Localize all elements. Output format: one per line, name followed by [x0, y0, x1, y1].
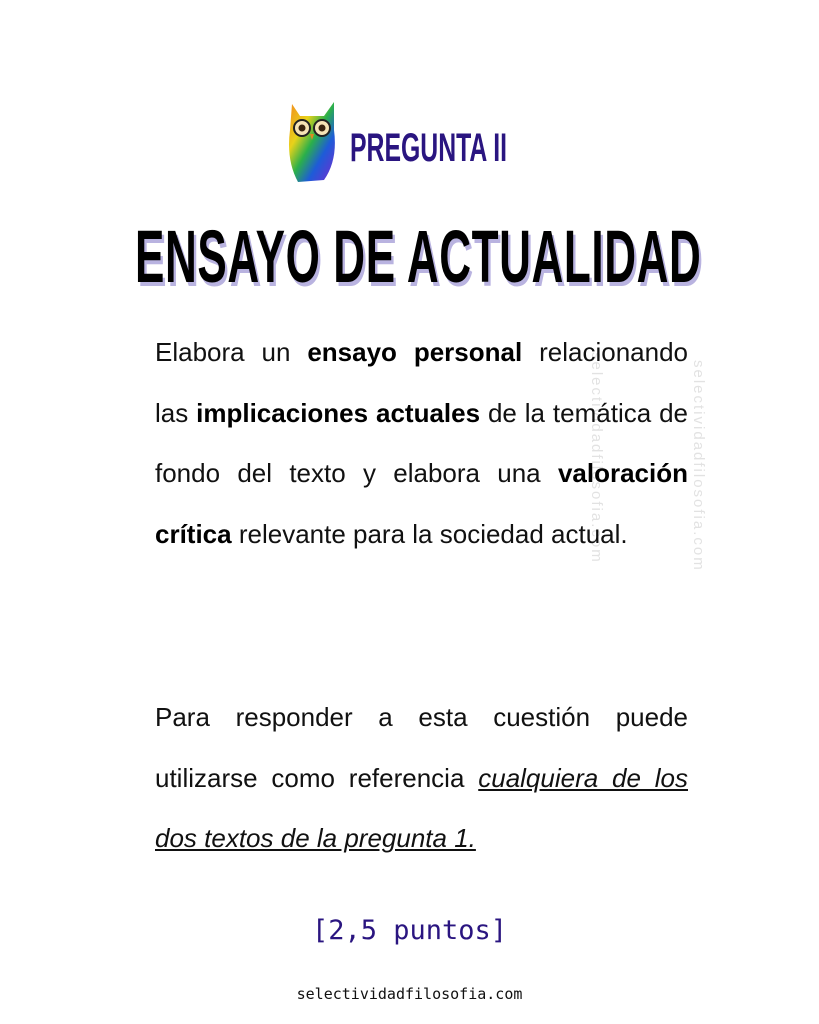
watermark: selectividadfilosofia.com [690, 360, 707, 572]
question-label: PREGUNTA II [350, 126, 508, 170]
text: Elabora un [155, 337, 308, 367]
text: Para responder a esta cuestión puede utilizarse como referencia [155, 702, 688, 793]
bold-text: implicaciones actuales [196, 397, 481, 428]
text: relacionando las [155, 337, 688, 428]
owl-logo-icon [284, 100, 340, 184]
points-label: [2,5 puntos] [311, 915, 508, 946]
instruction-paragraph [155, 322, 688, 565]
reference-paragraph [155, 687, 688, 869]
text: relevante para la sociedad actual. [231, 519, 628, 550]
underlined-text: cualquiera de los dos textos de la pregunta 1. [155, 762, 688, 854]
bold-text: valoración crítica [155, 458, 688, 550]
watermark: selectividadfilosofia.com [588, 352, 605, 564]
bold-text: ensayo personal [307, 337, 523, 367]
page-title: ENSAYO DE ACTUALIDAD [135, 215, 702, 298]
footer-site: selectividadfilosofia.com [296, 985, 523, 1003]
text: de la temática de fondo del texto y elabora una [155, 397, 688, 489]
